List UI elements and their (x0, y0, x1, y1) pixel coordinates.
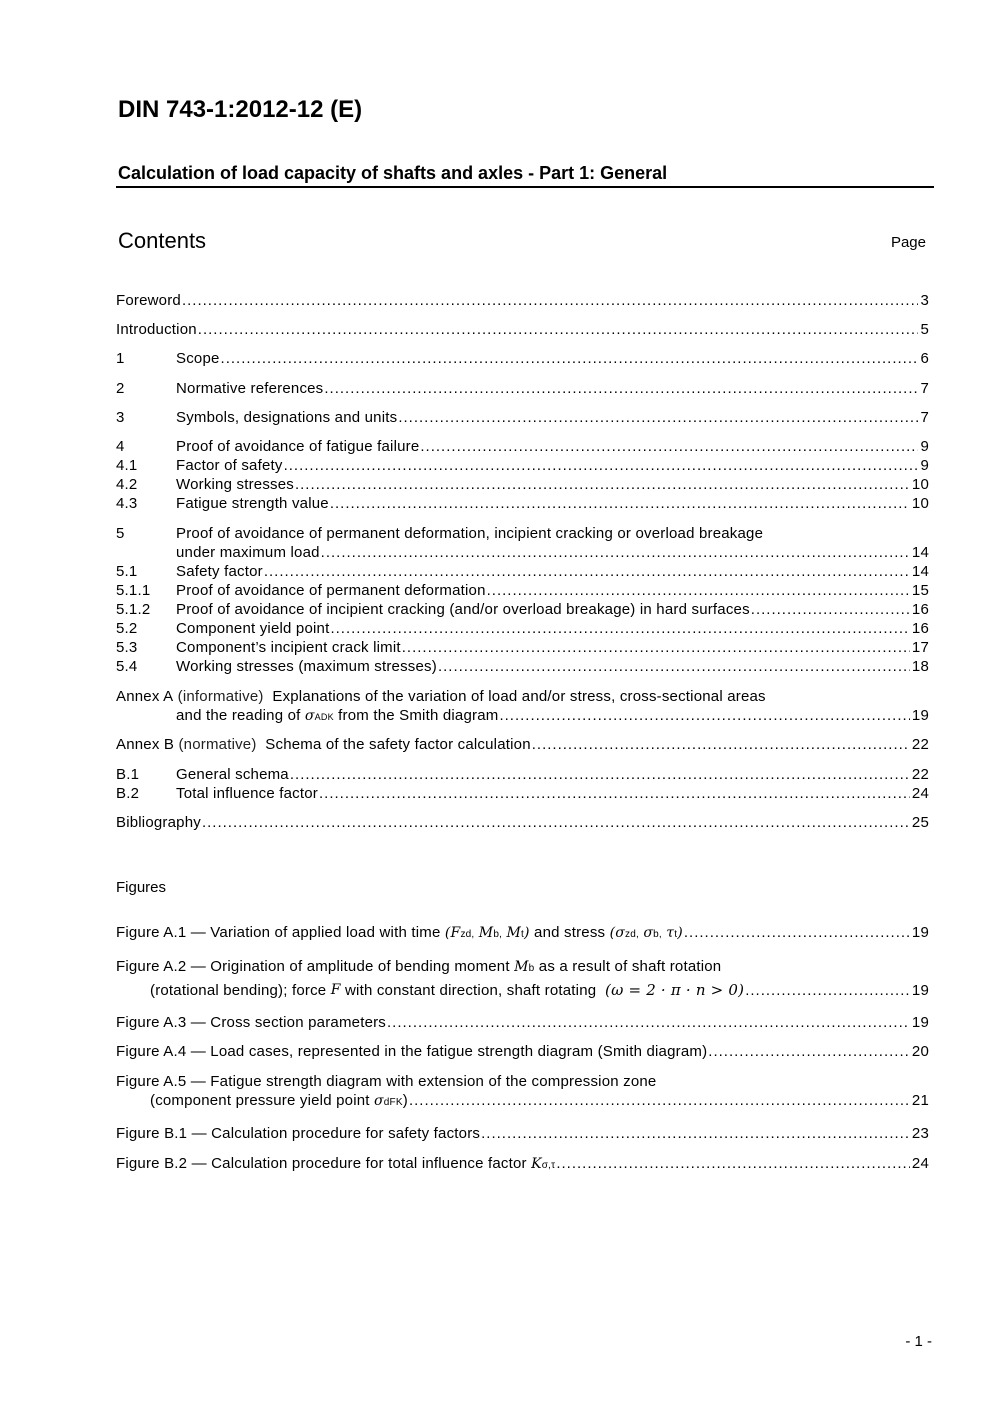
toc-entry-4[interactable]: 4 Proof of avoidance of fatigue failure ..... 9 (116, 438, 929, 457)
toc-entry-5-cont[interactable]: under maximum load ..... 14 (116, 544, 929, 563)
figure-entry-a1[interactable]: Figure A.1 — Variation of applied load with time (F zd, M b, M t ) and stress (σ zd, σ b, τ t ) ..... 19 (116, 924, 929, 943)
toc-annex-b[interactable]: Annex B (normative) Schema of the safety factor calculation ..... 22 (116, 736, 929, 755)
page-column-label: Page (890, 234, 926, 251)
contents-heading: Contents (118, 228, 207, 253)
toc-bibliography[interactable]: Bibliography ..... 25 (116, 814, 929, 833)
toc-symbols[interactable]: 3 Symbols, designations and units ..... 7 (116, 409, 929, 428)
figure-entry-b2[interactable]: Figure B.2 — Calculation procedure for total influence factor K σ,τ ..... 24 (116, 1155, 929, 1174)
toc-section-4 (116, 438, 929, 514)
toc-entry-b-2[interactable]: B.2 Total influence factor ..... 24 (116, 785, 929, 804)
toc-entry-4-3[interactable]: 4.3 Fatigue strength value ..... 10 (116, 495, 929, 514)
toc-foreword[interactable]: Foreword ..... 3 (116, 292, 929, 311)
toc-entry-4-2[interactable]: 4.2 Working stresses ..... 10 (116, 476, 929, 495)
toc-annex-a[interactable]: Annex A (informative) Explanations of the variation of load and/or stress, cross-sectional areas and the reading of σ ADK from the Smith diagram ..... 19 (116, 688, 929, 726)
figure-entry-a2[interactable]: Figure A.2 — Origination of amplitude of bending moment M b as a result of shaft rotation (rotational bending); force F with constant direction, shaft rotating (ω = 2 · π · n > 0) ..... 19 (116, 958, 929, 1003)
document-id: DIN 743-1:2012-12 (E) (118, 96, 363, 123)
toc-entry-b-1[interactable]: B.1 General schema ..... 22 (116, 766, 929, 785)
document-subtitle: Calculation of load capacity of shafts and axles - Part 1: General (118, 163, 668, 183)
toc-entry-5-3[interactable]: 5.3 Component’s incipient crack limit ..... 17 (116, 639, 929, 658)
toc-entry-4-1[interactable]: 4.1 Factor of safety ..... 9 (116, 457, 929, 476)
figure-entry-a5[interactable]: Figure A.5 — Fatigue strength diagram with extension of the compression zone (component pressure yield point σ dFK ) ..... 21 (116, 1073, 929, 1111)
toc-annex-b-sections (116, 766, 929, 804)
toc-entry-5-2[interactable]: 5.2 Component yield point ..... 16 (116, 620, 929, 639)
title-divider (116, 186, 934, 188)
figure-entry-a4[interactable]: Figure A.4 — Load cases, represented in the fatigue strength diagram (Smith diagram) ..... 20 (116, 1043, 929, 1062)
toc-section-5 (116, 525, 929, 677)
toc-introduction[interactable]: Introduction ..... 5 (116, 321, 929, 340)
toc-entry-5-1[interactable]: 5.1 Safety factor ..... 14 (116, 563, 929, 582)
figure-entry-b1[interactable]: Figure B.1 — Calculation procedure for safety factors ..... 23 (116, 1125, 929, 1144)
toc-entry-5-1-1[interactable]: 5.1.1 Proof of avoidance of permanent deformation ..... 15 (116, 582, 929, 601)
page-number: - 1 - (905, 1333, 932, 1350)
toc-scope[interactable]: 1 Scope ..... 6 (116, 350, 929, 369)
toc-entry-5-1-2[interactable]: 5.1.2 Proof of avoidance of incipient cracking (and/or overload breakage) in hard surfaces ..... 16 (116, 601, 929, 620)
toc-entry-5[interactable]: 5 Proof of avoidance of permanent deformation, incipient cracking or overload breakage (116, 525, 764, 542)
toc-entry-5-4[interactable]: 5.4 Working stresses (maximum stresses) ..... 18 (116, 658, 929, 677)
figures-heading: Figures (116, 879, 167, 896)
toc-normative-references[interactable]: 2 Normative references ..... 7 (116, 380, 929, 399)
figure-entry-a3[interactable]: Figure A.3 — Cross section parameters ..... 19 (116, 1014, 929, 1033)
